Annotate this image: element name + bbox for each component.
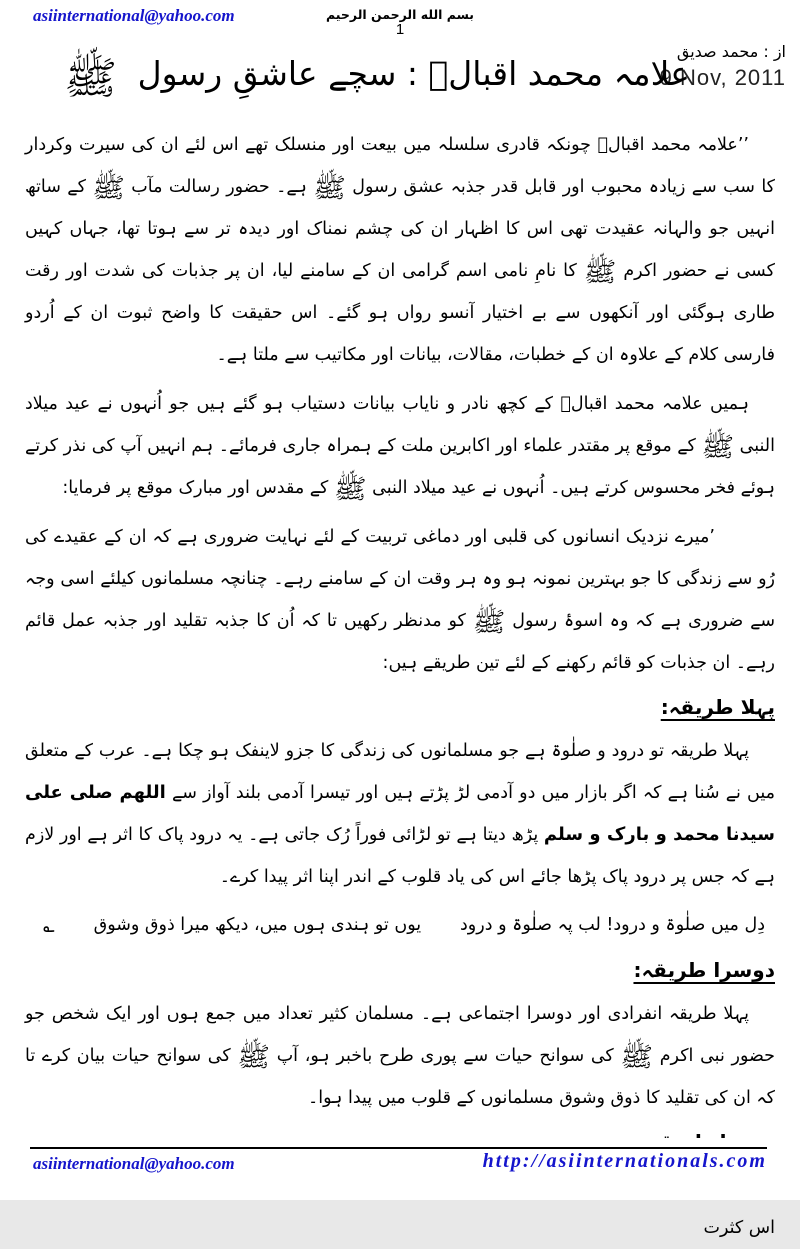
durood-arabic-bold: اللھم صلی علی سیدنا محمد و بارک و سلم <box>25 782 775 845</box>
salutation-mark: ﷺ <box>333 474 367 505</box>
footer-website-link[interactable]: http://asiinternationals.com <box>482 1150 767 1172</box>
paragraph-quote: ’میرے نزدیک انسانوں کی قلبی اور دماغی تربیت کے لئے نہایت ضروری ہے کہ ان کے عقیدے کی رُو سے زندگی کا جو بہترین نمونہ ہو وہ ہر وقت ان کے سامنے رہے۔ چنانچہ مسلمانوں کیلئے اسی وجہ سے ضروری ہے کہ وہ اسوۂ رسول ﷺ کو مدنظر رکھیں تا کہ اُن کا جذبہ تقلید اور جذبہ عمل قائم رہے۔ ان جذبات کو قائم رکھنے کے لئے تین طریقے ہیں: <box>25 527 775 673</box>
heading-first-method: پہلا طریقہ: <box>660 695 775 719</box>
page-number: 1 <box>395 21 405 38</box>
footer-divider <box>30 1147 767 1149</box>
bismillah-text: بسم الله الرحمن الرحيم <box>326 7 474 22</box>
paragraph-rare-statements: ہمیں علامہ محمد اقبالؒ کے کچھ نادر و نایاب بیانات دستیاب ہو گئے ہیں جو اُنہوں نے عید میلاد النبی ﷺ کے موقع پر مقتدر علماء اور اکابرین ملت کے ہمراہ جاری فرمائے۔ ہم انہیں آپ کی نذر کرتے ہوئے فخر محسوس کرتے ہیں۔ اُنہوں نے عید میلاد النبی ﷺ کے مقدس اور مبارک موقع پر فرمایا: <box>25 394 775 505</box>
couplet-hemistich-left: یوں تو ہندی ہوں میں، دیکھ میرا ذوق وشوق <box>93 915 422 935</box>
heading-second-method: دوسرا طریقہ: <box>633 958 775 982</box>
salutation-mark: ﷺ <box>620 1042 654 1073</box>
salutation-mark: ﷺ <box>583 257 617 288</box>
paragraph-third-method: اس کثرت <box>25 1165 775 1249</box>
salutation-mark: ﷺ <box>237 1042 271 1073</box>
couplet-marker-icon: ؎ <box>43 913 55 937</box>
paragraph-intro: ’’علامہ محمد اقبالؒ چونکہ قادری سلسلہ میں بیعت اور منسلک تھے اس لئے ان کی سیرت وکردار کا سب سے زیادہ محبوب اور قابل قدر جذبہ عشق رسول ﷺ ہے۔ حضور رسالت مآب ﷺ کے ساتھ انہیں جو والہانہ عقیدت تھی اس کا اظہار ان کی چشم نمناک اور دیدہ تر سے ہوتا تھا، جہاں کہیں کسی نے حضور اکرم ﷺ کا نامِ نامی اسم گرامی ان کے سامنے لیا، ان پر جذبات کی شدت اور رقت طاری ہوگئی اور آنکھوں سے بے اختیار آنسو رواں ہو گئے۔ اس حقیقت کا واضح ثبوت ان کے اُردو فارسی کلام کے علاوہ ان کے خطبات، مقالات، بیانات اور مکاتیب سے ملتا ہے۔ <box>25 135 775 365</box>
header-email-link[interactable]: asiinternational@yahoo.com <box>33 6 235 25</box>
first-method-text-post: پڑھ دیتا ہے تو لڑائی فوراً رُک جاتی ہے۔ یہ درود پاک کا اثر ہے اور لازم ہے کہ جس پر درود پاک پڑھا جائے اس کی یاد قلوب کے اندر اپنا اثر پیدا کرے۔ <box>25 825 775 887</box>
paragraph-second-method: پہلا طریقہ انفرادی اور دوسرا اجتماعی ہے۔ مسلمان کثیر تعداد میں جمع ہوں اور ایک شخص جو حضور نبی اکرم ﷺ کی سوانح حیات سے پوری طرح باخبر ہو، آپ ﷺ کی سوانح حیات بیان کرے تا کہ ان کی تقلید کا ذوق وشوق مسلمانوں کے قلوب میں پیدا ہوا۔ <box>25 1004 775 1108</box>
document-date: 9 Nov, 2011 <box>659 65 786 90</box>
couplet-hemistich-right: دِل میں صلٰوۃ و درود! لب پہ صلٰوۃ و درود <box>460 915 765 935</box>
salutation-mark: ﷺ <box>701 432 735 463</box>
salutation-calligraphy: ﷺ <box>63 53 118 104</box>
page-title <box>63 42 690 106</box>
page-footer <box>0 1138 800 1200</box>
title-text: علامہ محمد اقبالؒ : سچے عاشقِ رسول <box>137 54 690 93</box>
salutation-mark: ﷺ <box>92 173 125 204</box>
paragraph-first-method <box>25 730 775 898</box>
author-byline: از : محمد صدیق <box>676 42 786 61</box>
salutation-mark: ﷺ <box>313 173 346 204</box>
footer-email-link[interactable]: asiinternational@yahoo.com <box>33 1154 235 1173</box>
poetry-couplet <box>43 905 765 945</box>
salutation-mark: ﷺ <box>472 607 506 638</box>
first-method-text-pre: پہلا طریقہ تو درود و صلٰوۃ ہے جو مسلمانوں کی زندگی کا جزو لاینفک ہو چکا ہے۔ عرب کے متعلق میں نے سُنا ہے کہ اگر بازار میں دو آدمی لڑ پڑتے ہیں اور تیسرا آدمی بلند آواز سے <box>25 741 775 803</box>
